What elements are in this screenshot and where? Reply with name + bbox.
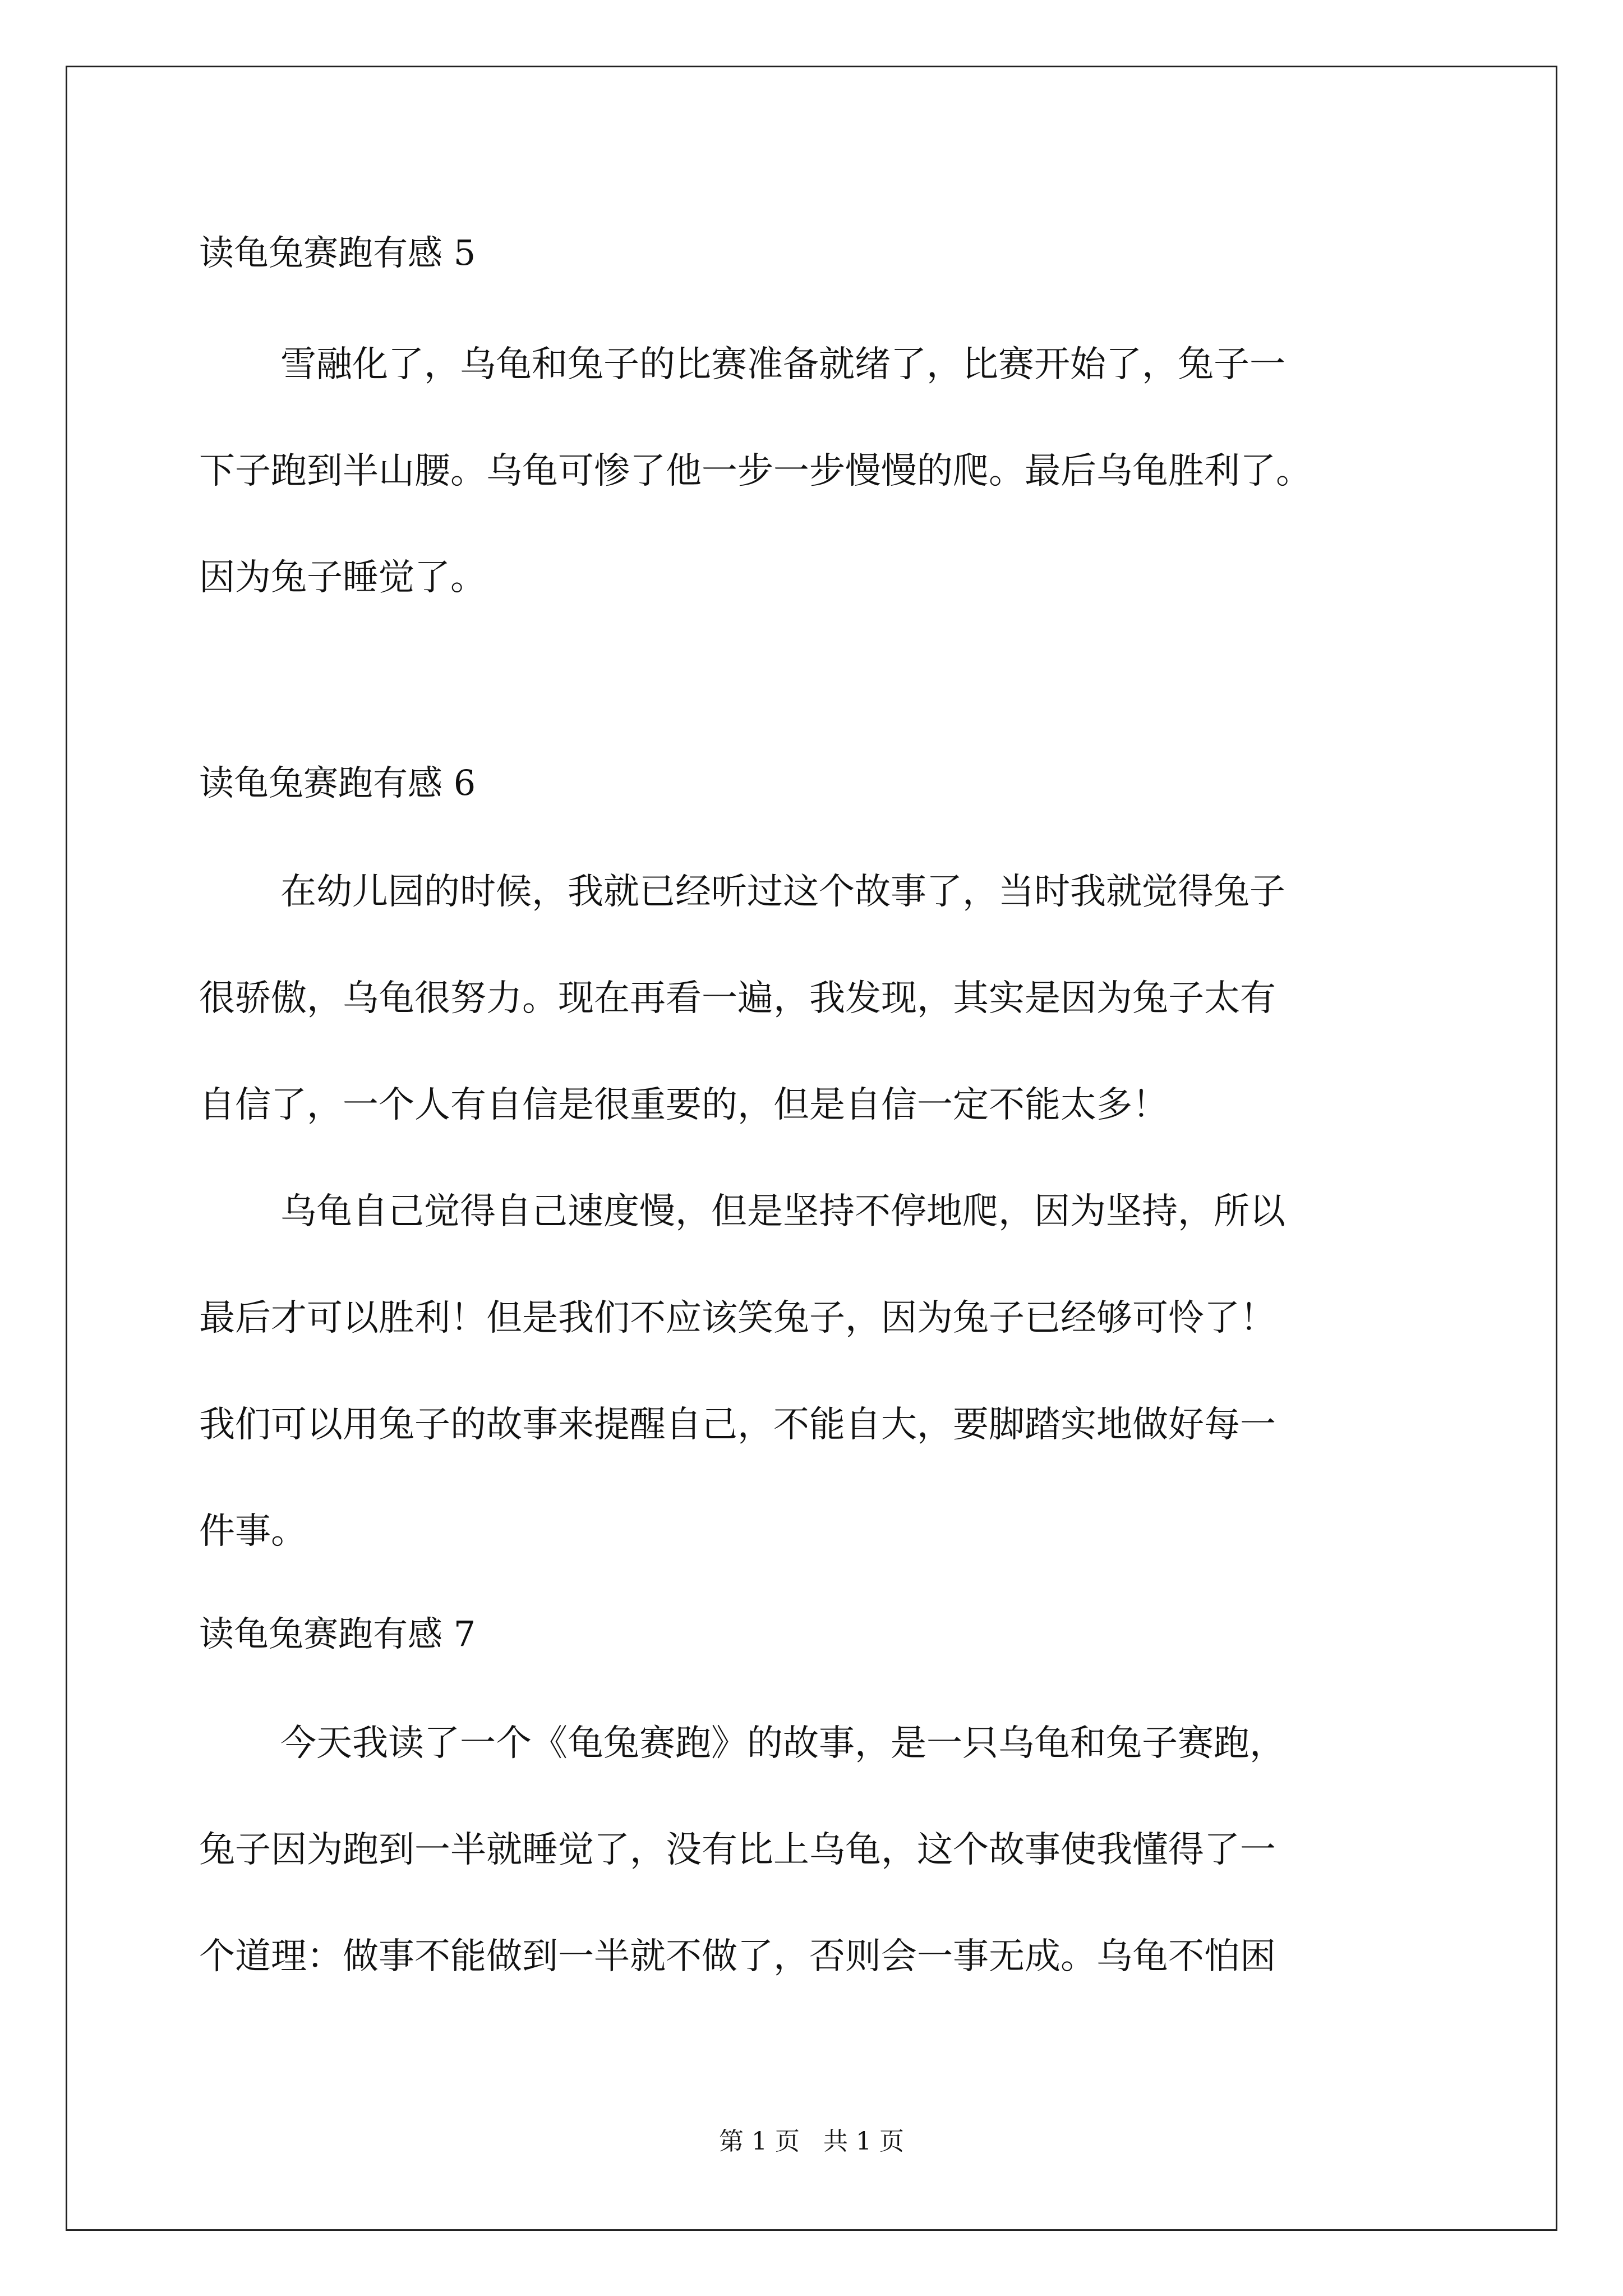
paragraph-line: 乌龟自己觉得自己速度慢，但是坚持不停地爬，因为坚持，所以	[280, 1191, 1285, 1232]
paragraph-line: 最后才可以胜利！但是我们不应该笑兔子，因为兔子已经够可怜了！	[199, 1297, 1276, 1339]
paragraph-line: 件事。	[199, 1511, 307, 1552]
page-footer: 第 1 页 共 1 页	[719, 2127, 904, 2156]
paragraph-line: 下子跑到半山腰。乌龟可惨了他一步一步慢慢的爬。最后乌龟胜利了。	[199, 450, 1312, 492]
paragraph-line: 自信了，一个人有自信是很重要的，但是自信一定不能太多！	[199, 1084, 1168, 1126]
section-heading: 读龟兔赛跑有感 7	[199, 1613, 476, 1654]
paragraph-line: 雪融化了，乌龟和兔子的比赛准备就绪了，比赛开始了，兔子一	[280, 344, 1285, 385]
page-border	[66, 66, 1557, 2231]
paragraph-line: 我们可以用兔子的故事来提醒自己，不能自大，要脚踏实地做好每一	[199, 1404, 1276, 1446]
paragraph-line: 今天我读了一个《龟兔赛跑》的故事，是一只乌龟和兔子赛跑，	[280, 1723, 1285, 1764]
paragraph-line: 兔子因为跑到一半就睡觉了，没有比上乌龟，这个故事使我懂得了一	[199, 1829, 1276, 1871]
section-heading: 读龟兔赛跑有感 5	[199, 232, 476, 273]
paragraph-line: 在幼儿园的时候，我就已经听过这个故事了，当时我就觉得兔子	[280, 871, 1285, 913]
section-heading: 读龟兔赛跑有感 6	[199, 762, 476, 803]
paragraph-line: 个道理：做事不能做到一半就不做了，否则会一事无成。乌龟不怕困	[199, 1936, 1276, 1977]
paragraph-line: 很骄傲，乌龟很努力。现在再看一遍，我发现，其实是因为兔子太有	[199, 978, 1276, 1019]
paragraph-line: 因为兔子睡觉了。	[199, 557, 486, 599]
